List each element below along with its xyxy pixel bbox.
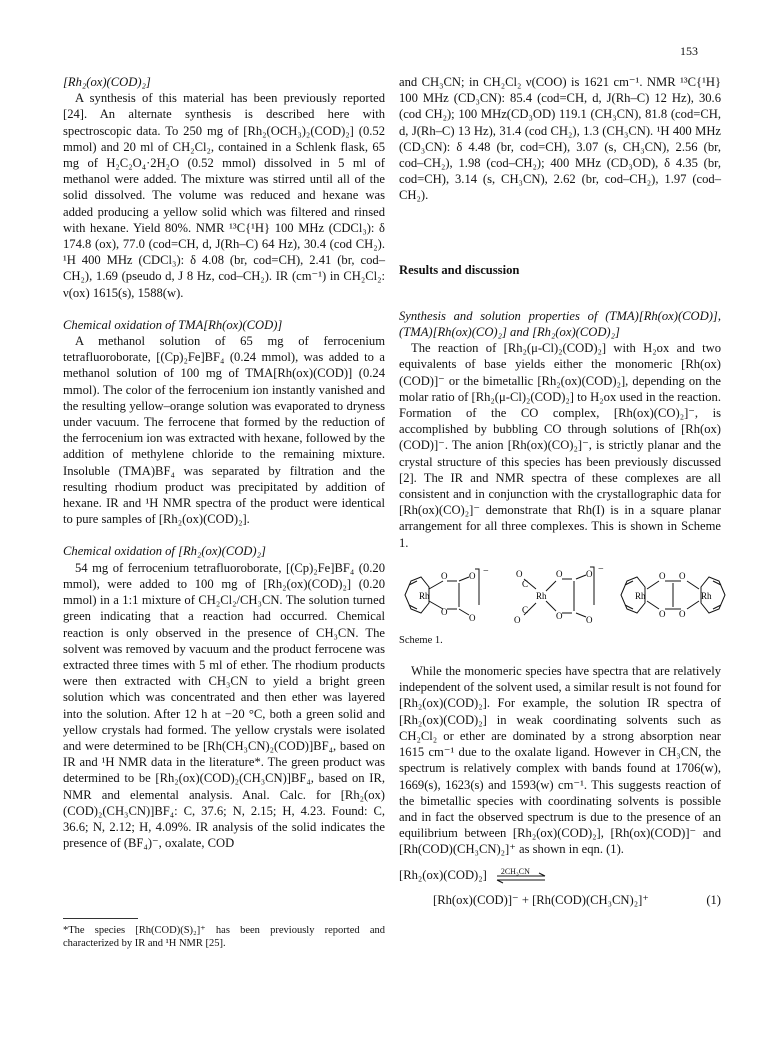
footnote-rule [63, 918, 138, 919]
equilibrium-arrow-icon [493, 864, 549, 884]
equation-1 [399, 864, 721, 908]
right-column [399, 74, 721, 908]
svg-text:−: − [598, 564, 604, 575]
equation-lhs: [Rh₂(ox)(COD)₂] [399, 868, 487, 883]
svg-text:O: O [469, 570, 476, 581]
svg-text:C: C [522, 604, 529, 615]
equilibrium-arrow [493, 864, 549, 884]
equilibrium-arrow-label: 2CH₃CN [500, 866, 530, 876]
paragraph-monomeric-spectra: While the monomeric species have spectra that are relatively independent of the solvent used, a similar result is not found for [Rh₂(ox)(COD)₂]. For example, the solution IR spectra of [Rh₂(ox)(COD)₂] in weak coordinating solvents such as CH₂Cl₂ or ether are dominated by a strong absorption near 1615 cm⁻¹ due to the oxalate ligand. However in CH₃CN, the spectrum is relatively complex with bands found at 1706(w), 1669(s), 1623(s) and 1593(w) cm⁻¹. This suggests reaction of the bimetallic species with coordinating solvents is possible and in fact the observed spectrum is due to the presence of an equilibrium between [Rh₂(ox)(COD)₂], [Rh(ox)(COD)]⁻ and [Rh(COD)(CH₃CN)₂]⁺ as shown in eqn. (1). [399, 664, 721, 857]
paragraph-synthesis: A synthesis of this material has been previously reported [24]. An alternate synthesis is described here with spectroscopic data. To 250 mg of [Rh₂(OCH₃)₂(COD)₂] (0.52 mmol) and 20 ml of CH₂Cl₂, contained in a Schlenk flask, 65 mg of H₂C₂O₄·2H₂O (0.52 mmol) dissolved in 5 ml of methanol were added. The mixture was stirred until all of the solid dissolved. The volume was reduced and hexane was added producing a yellow solid which was filtered and rinsed with hexane. Yield 80%. NMR ¹³C{¹H} 100 MHz (CDCl₃): δ 174.8 (ox), 77.0 (cod=CH, d, J(Rh–C) 64 Hz), 30.4 (cod CH₂). ¹H 400 MHz (CDCl₃): δ 4.08 (br, cod=CH), 2.41 (br, cod–CH₂), 1.69 (pseudo d, J 8 Hz, cod–CH₂). IR (cm⁻¹) in CH₂Cl₂: ν(ox) 1615(s), 1588(w). [63, 91, 385, 300]
rh-ox-co2-structure [508, 565, 608, 627]
footnote: *The species [Rh(COD)(S)₂]⁺ has been previously reported and characterized by IR and ¹H NMR [25]. [63, 925, 385, 949]
paragraph-oxidation-tma: A methanol solution of 65 mg of ferrocenium tetrafluoroborate, [(Cp)₂Fe]BF₄ (0.24 mmol), was added to a methanol solution of 100 mg of TMA[Rh(ox)(COD)] (0.24 mmol). The color of the ferrocenium ion instantly vanished and the resulting yellow–orange solution was evaporated to dryness under vacuum. The ferrocene that formed by the reduction of the ferrocenium ion was extracted with hexane, followed by the addition of methylene chloride to the remaining mixture. Insoluble (TMA)BF₄ was separated by filtration and the resulting rhodium product was precipitated by addition of hexane. IR and ¹H NMR spectra of the product were identical to pure samples of [Rh₂(ox)(COD)₂]. [63, 334, 385, 527]
paragraph-nmr-continued: and CH₃CN; in CH₂Cl₂ ν(COO) is 1621 cm⁻¹. NMR ¹³C{¹H} 100 MHz (CD₃CN): 85.4 (cod=CH, d, J(Rh–C) 12 Hz), 30.6 (cod CH₂); 100 MHz(CD₃OD) 119.1 (CH₃CN), 81.8 (cod=CH, d, J(Rh–C) 13 Hz), 31.4 (cod CH₂), 1.3 (CH₃CN). ¹H 400 MHz (CD₃CN): δ 4.48 (br, cod=CH), 3.07 (s, CH₃CN), 2.56 (br, cod–CH₂), 1.98 (cod–CH₂); 400 MHz (CD₃OD), δ 4.35 (br, cod=CH), 3.14 (s, CH₃CN), 2.62 (br, cod–CH₂), 1.97 (cod–CH₂). [399, 75, 721, 203]
equation-number: (1) [706, 892, 721, 907]
section-heading-rh2-ox-cod2: [Rh₂(ox)(COD)₂] [63, 75, 151, 89]
paragraph-reaction: The reaction of [Rh₂(μ-Cl)₂(COD)₂] with H₂ox and two equivalents of base yields either the monomeric [Rh(ox)(COD)]⁻ or the bimetallic [Rh₂(ox)(COD)₂], depending on the molar ratio of [Rh₂(μ-Cl)₂(COD)₂] to H₂ox used in the reaction. Formation of the CO complex, [Rh(ox)(CO)₂]⁻, is accomplished by bubbling CO through solutions of [Rh(ox)(COD)]⁻. The anion [Rh(ox)(CO)₂]⁻, is strictly planar and the crystal structure of this species has been previously discussed [2]. The IR and NMR spectra of these complexes are all consistent and in conjunction with the crystallographic data for [Rh(ox)(CO)₂]⁻ demonstrate that Rh(I) is in a square planar arrangement for all three complexes. This is shown in Scheme 1. [399, 341, 721, 550]
svg-text:O: O [556, 568, 563, 579]
svg-text:O: O [586, 568, 593, 579]
svg-text:O: O [556, 610, 563, 621]
svg-text:O: O [659, 608, 666, 619]
svg-text:Rh: Rh [419, 590, 430, 601]
page-number: 153 [680, 44, 698, 58]
section-heading-results: Results and discussion [399, 262, 520, 277]
svg-text:Rh: Rh [536, 590, 547, 601]
svg-text:O: O [659, 570, 666, 581]
svg-text:O: O [586, 614, 593, 625]
svg-text:O: O [441, 570, 448, 581]
svg-text:O: O [441, 606, 448, 617]
scheme-caption: Scheme 1. [399, 634, 443, 646]
left-column [63, 74, 385, 851]
scheme-1-structures [399, 565, 729, 627]
svg-text:Rh: Rh [635, 590, 646, 601]
paragraph-oxidation-rh2: 54 mg of ferrocenium tetrafluoroborate, [(Cp)₂Fe]BF₄ (0.20 mmol), were added to 100 mg of [Rh₂(ox)(COD)₂] (0.20 mmol) in a 1:1 mixture of CH₂Cl₂/CH₃CN. The solution turned green indicating that a reaction had occurred. Chemical reaction is only observed in the presence of CH₃CN. The solvent was removed by vacuum and the product ferrocene was extracted three times with 5 ml of ether. The rhodium products were then extracted with CH₃CN to yield a bright green solution which was concentrated and then ether was layered into the solution. After 12 h at −20 °C, both a green solid and yellow crystals had formed. The yellow crystals were isolated and were determined to be [Rh(CH₃CN)₂(COD)]BF₄, based on IR and ¹H NMR data in the literature*. The green product was determined to be [Rh₂(ox)(COD)₂(CH₃CN)]BF₄, based on IR, NMR and elemental analysis. Anal. Calc. for [Rh₂(ox)(COD)₂(CH₃CN)]BF₄: C, 37.6; N, 2.15; H, 4.23. Found: C, 36.6; N, 2.12; H, 4.09%. IR analysis of the solid indicates the presence of (BF₄)⁻, oxalate, COD [63, 560, 385, 851]
equation-rhs: [Rh(ox)(COD)]⁻ + [Rh(COD)(CH₃CN)₂]⁺ [433, 892, 649, 907]
rh-ox-cod-structure [399, 565, 499, 627]
svg-text:Rh: Rh [701, 590, 712, 601]
svg-text:−: − [483, 565, 489, 577]
svg-text:O: O [679, 570, 686, 581]
section-heading-oxidation-tma: Chemical oxidation of TMA[Rh(ox)(COD)] [63, 317, 283, 332]
svg-text:O: O [679, 608, 686, 619]
rh2-ox-cod2-structure [617, 565, 729, 627]
section-heading-oxidation-rh2: Chemical oxidation of [Rh₂(ox)(COD)₂] [63, 544, 266, 559]
svg-text:O: O [516, 568, 523, 579]
svg-text:C: C [522, 578, 529, 589]
section-heading-synthesis-properties: Synthesis and solution properties of (TMA)[Rh(ox)(COD)], (TMA)[Rh(ox)(CO)₂] and [Rh₂(ox)(COD)₂] [399, 308, 721, 340]
svg-text:O: O [469, 612, 476, 623]
svg-text:O: O [514, 614, 521, 625]
